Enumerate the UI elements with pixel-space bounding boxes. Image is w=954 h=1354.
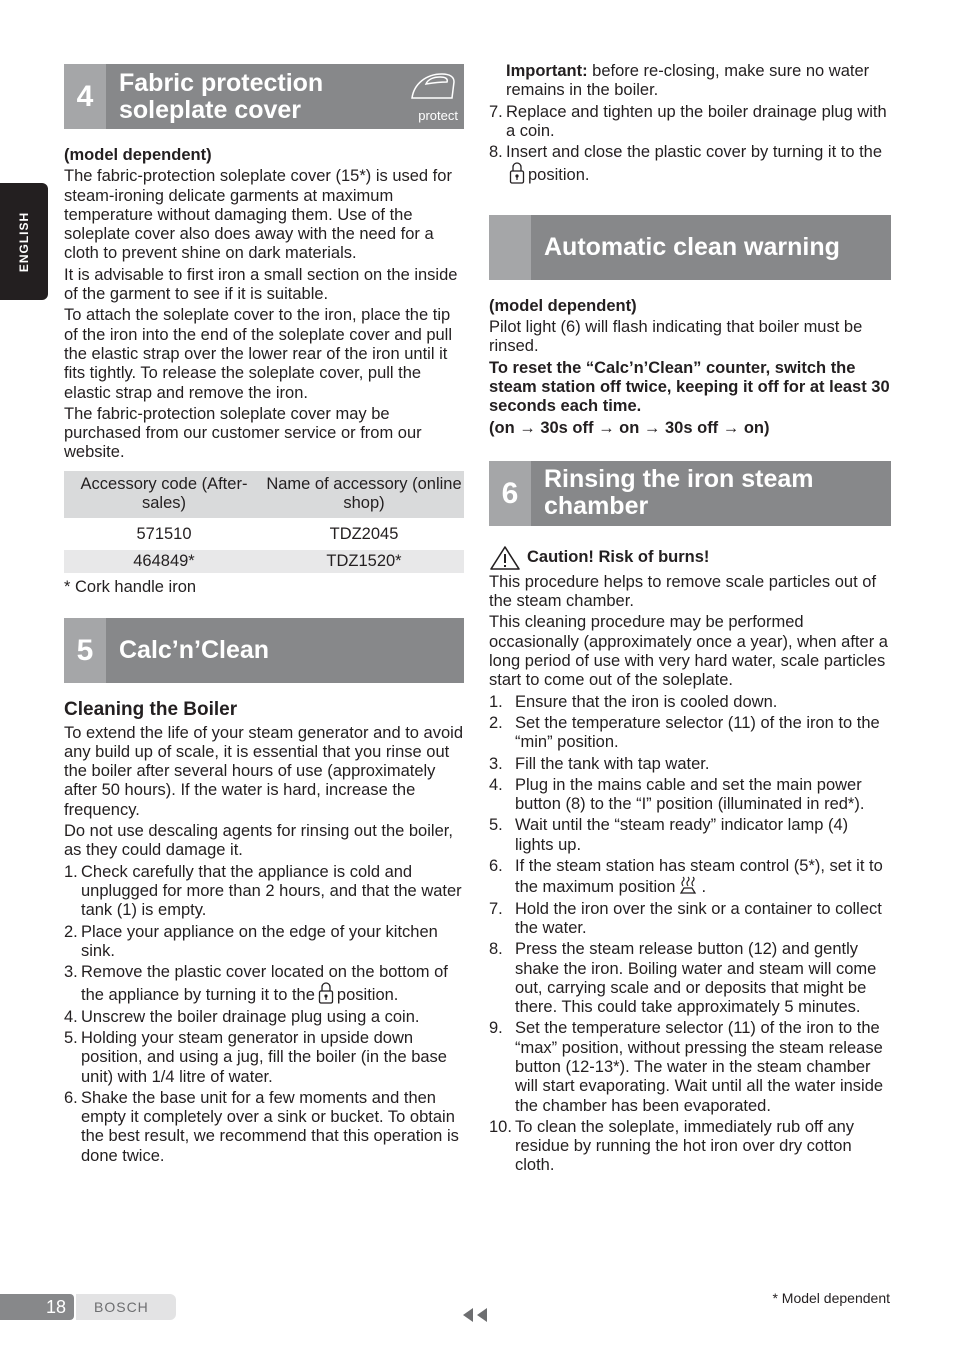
section-number-blank — [489, 215, 531, 280]
step-number: 4. — [489, 775, 503, 794]
table-cell: 571510 — [136, 525, 192, 544]
previous-page-icon[interactable] — [461, 1308, 489, 1322]
language-tab — [0, 183, 48, 300]
step-text: Set the temperature selector (11) of the iron to the “min” position. — [515, 713, 880, 752]
steps-list — [489, 103, 891, 186]
step-text-part: position. — [528, 166, 590, 185]
paragraph: The fabric-protection soleplate cover (15*) is used for steam-ironing delicate garments at maximum temperature without damaging them. Use of the soleplate cover also does away with the need for a cloth to prevent shine on dark materials. — [64, 167, 452, 263]
step-number: 6. — [489, 857, 503, 876]
reset-sequence: (on → 30s off → on → 30s off → on) — [489, 418, 770, 437]
step-number: 7. — [489, 899, 503, 918]
table-cell: TDZ1520* — [326, 551, 402, 570]
step-text-part: position. — [336, 986, 399, 1005]
steps-list — [64, 863, 464, 1166]
step-text: Check carefully that the appliance is cold and unplugged for more than 2 hours, and that the water tank (1) is empty. — [81, 862, 462, 920]
reset-instruction: To reset the “Calc’n’Clean” counter, switch the steam station off twice, keeping it off for at least 30 seconds each time. — [489, 358, 890, 416]
paragraph: This procedure helps to remove scale particles out of the steam chamber. — [489, 572, 877, 611]
table-header-cell: Accessory code (After-sales) — [80, 474, 248, 513]
step-number: 10. — [489, 1117, 512, 1136]
section-title: Rinsing the iron steam chamber — [544, 465, 814, 521]
table-header-row — [64, 471, 464, 519]
paragraph: To attach the soleplate cover to the iron, place the tip of the iron into the end of the soleplate cover and pull the elastic strap over the lower rear of the iron until it fits tightly. To release the soleplate cover, pull the elastic strap and remove the iron. — [64, 306, 453, 402]
protect-label: protect — [418, 107, 458, 123]
step-text-part: If the steam station has steam control (5*), set it to the maximum position — [515, 857, 883, 897]
page-footer-badge — [0, 1294, 176, 1320]
step-text: To clean the soleplate, immediately rub off any residue by running the hot iron over dry cotton cloth. — [515, 1117, 855, 1175]
section-title: Calc’n’Clean — [119, 636, 270, 665]
step-text-part: Remove the plastic cover located on the bottom of the appliance by turning it to the — [81, 963, 448, 1005]
table-row — [64, 550, 464, 573]
list-item — [489, 816, 891, 855]
paragraph: Do not use descaling agents for rinsing out the boiler, as they could damage it. — [64, 822, 453, 860]
paragraph: The fabric-protection soleplate cover may be purchased from our customer service or from our website. — [64, 404, 422, 462]
step-text — [515, 857, 891, 898]
model-dependent-note: (model dependent) — [489, 296, 637, 315]
list-item — [489, 693, 891, 712]
left-column — [64, 64, 464, 1168]
step-text: Wait until the “steam ready” indicator lamp (4) lights up. — [515, 816, 849, 854]
step-number: 9. — [489, 1019, 503, 1038]
automatic-clean-warning-header — [489, 215, 891, 280]
section-number: 6 — [489, 461, 531, 526]
table-row — [64, 518, 464, 549]
list-item — [489, 857, 891, 898]
section-6-header — [489, 461, 891, 526]
list-item — [489, 900, 891, 939]
step-text-part: . — [701, 878, 707, 897]
iron-icon — [408, 70, 460, 104]
step-number: 6. — [64, 1088, 78, 1107]
step-text: Hold the iron over the sink or a container to collect the water. — [515, 899, 882, 937]
caution-note — [489, 545, 891, 571]
paragraph: To extend the life of your steam generator and to avoid any build up of scale, it is essential that you rinse out the boiler after several hours of use (approximately after 50 hours). If the water is hard, increase the frequency. — [64, 723, 463, 819]
section-5-header — [64, 618, 464, 683]
important-text: before re-closing, make sure no water remains in the boiler. — [506, 62, 870, 100]
step-number: 1. — [489, 692, 503, 711]
step-text: Press the steam release button (12) and gently shake the iron. Boiling water and steam will come out, carrying scale and or deposits that might be there. This could take approximately 5 minutes. — [515, 940, 877, 1017]
list-item — [489, 940, 891, 1017]
steps-list — [489, 693, 891, 1176]
step-text: Holding your steam generator in upside down position, and using a jug, fill the boiler (in the base unit) with 1/4 litre of water. — [81, 1028, 447, 1086]
step-number: 1. — [64, 862, 78, 881]
step-text: Place your appliance on the edge of your kitchen sink. — [81, 922, 438, 960]
step-number: 3. — [64, 963, 78, 982]
section-4-header — [64, 64, 464, 129]
step-number: 5. — [64, 1028, 78, 1047]
step-text: Ensure that the iron is cooled down. — [515, 692, 778, 711]
section-title: Fabric protection soleplate cover — [119, 68, 324, 124]
paragraph: This cleaning procedure may be performed occasionally (approximately once a year), when after a long period of use with very hard water, scale particles start to come out of the soleplate. — [489, 613, 888, 690]
step-text — [81, 963, 464, 1006]
table-cell: TDZ2045 — [329, 525, 399, 544]
list-item — [489, 1118, 891, 1176]
important-label: Important: — [506, 62, 588, 80]
list-item — [64, 863, 464, 921]
step-text — [506, 143, 891, 186]
step-number: 8. — [489, 940, 503, 959]
section-number: 4 — [64, 64, 106, 129]
model-dependent-note: (model dependent) — [64, 146, 212, 164]
protect-badge — [402, 64, 464, 129]
caution-text: Caution! Risk of burns! — [527, 548, 710, 567]
step-text: Shake the base unit for a few moments and then empty it completely over a sink or bucket. To obtain the best result, we recommend that this operation is done twice. — [81, 1088, 459, 1165]
list-item — [489, 755, 891, 774]
list-item — [64, 1008, 464, 1027]
section-number: 5 — [64, 618, 106, 683]
step-number: 8. — [489, 143, 503, 162]
list-item — [489, 1019, 891, 1115]
section-title: Automatic clean warning — [544, 232, 840, 261]
list-item — [64, 1089, 464, 1166]
list-item — [489, 103, 891, 142]
table-header-cell: Name of accessory (online shop) — [266, 474, 462, 513]
paragraph: It is advisable to first iron a small section on the inside of the garment to see if it is suitable. — [64, 265, 458, 304]
step-number: 2. — [489, 713, 503, 732]
table-cell: 464849* — [133, 551, 195, 570]
subheading: Cleaning the Boiler — [64, 699, 238, 721]
step-text: Fill the tank with tap water. — [515, 754, 710, 773]
list-item — [64, 1029, 464, 1087]
lock-icon — [509, 162, 525, 184]
list-item — [64, 923, 464, 962]
table-footnote: * Cork handle iron — [64, 577, 197, 596]
steam-max-icon — [678, 876, 698, 896]
step-text: Set the temperature selector (11) of the iron to the “max” position, without pressing the steam release button (12-13*). The water in the steam chamber will start evaporating. Wait until all the water inside the chamber has been evaporated. — [515, 1019, 884, 1115]
step-text: Unscrew the boiler drainage plug using a coin. — [81, 1007, 420, 1026]
accessory-table — [64, 471, 464, 573]
warning-icon — [489, 545, 521, 571]
right-column — [489, 62, 891, 1178]
step-text: Plug in the mains cable and set the main power button (8) to the “I” position (illuminated in red*). — [515, 775, 865, 814]
list-item — [489, 143, 891, 186]
list-item — [489, 714, 891, 753]
step-number: 5. — [489, 816, 503, 835]
paragraph: Pilot light (6) will flash indicating that boiler must be rinsed. — [489, 318, 863, 356]
lock-icon — [318, 982, 334, 1004]
list-item — [64, 963, 464, 1006]
step-number: 2. — [64, 922, 78, 941]
brand-name: BOSCH — [76, 1294, 176, 1320]
step-number: 7. — [489, 102, 503, 121]
model-dependent-footnote: * Model dependent — [772, 1290, 890, 1306]
step-text-part: Insert and close the plastic cover by turning it to the — [506, 143, 883, 162]
step-number: 3. — [489, 754, 503, 773]
page-number: 18 — [0, 1294, 74, 1320]
language-label: ENGLISH — [17, 211, 31, 272]
step-text: Replace and tighten up the boiler drainage plug with a coin. — [506, 102, 887, 140]
list-item — [489, 776, 891, 815]
step-number: 4. — [64, 1007, 78, 1026]
important-note — [489, 62, 891, 101]
